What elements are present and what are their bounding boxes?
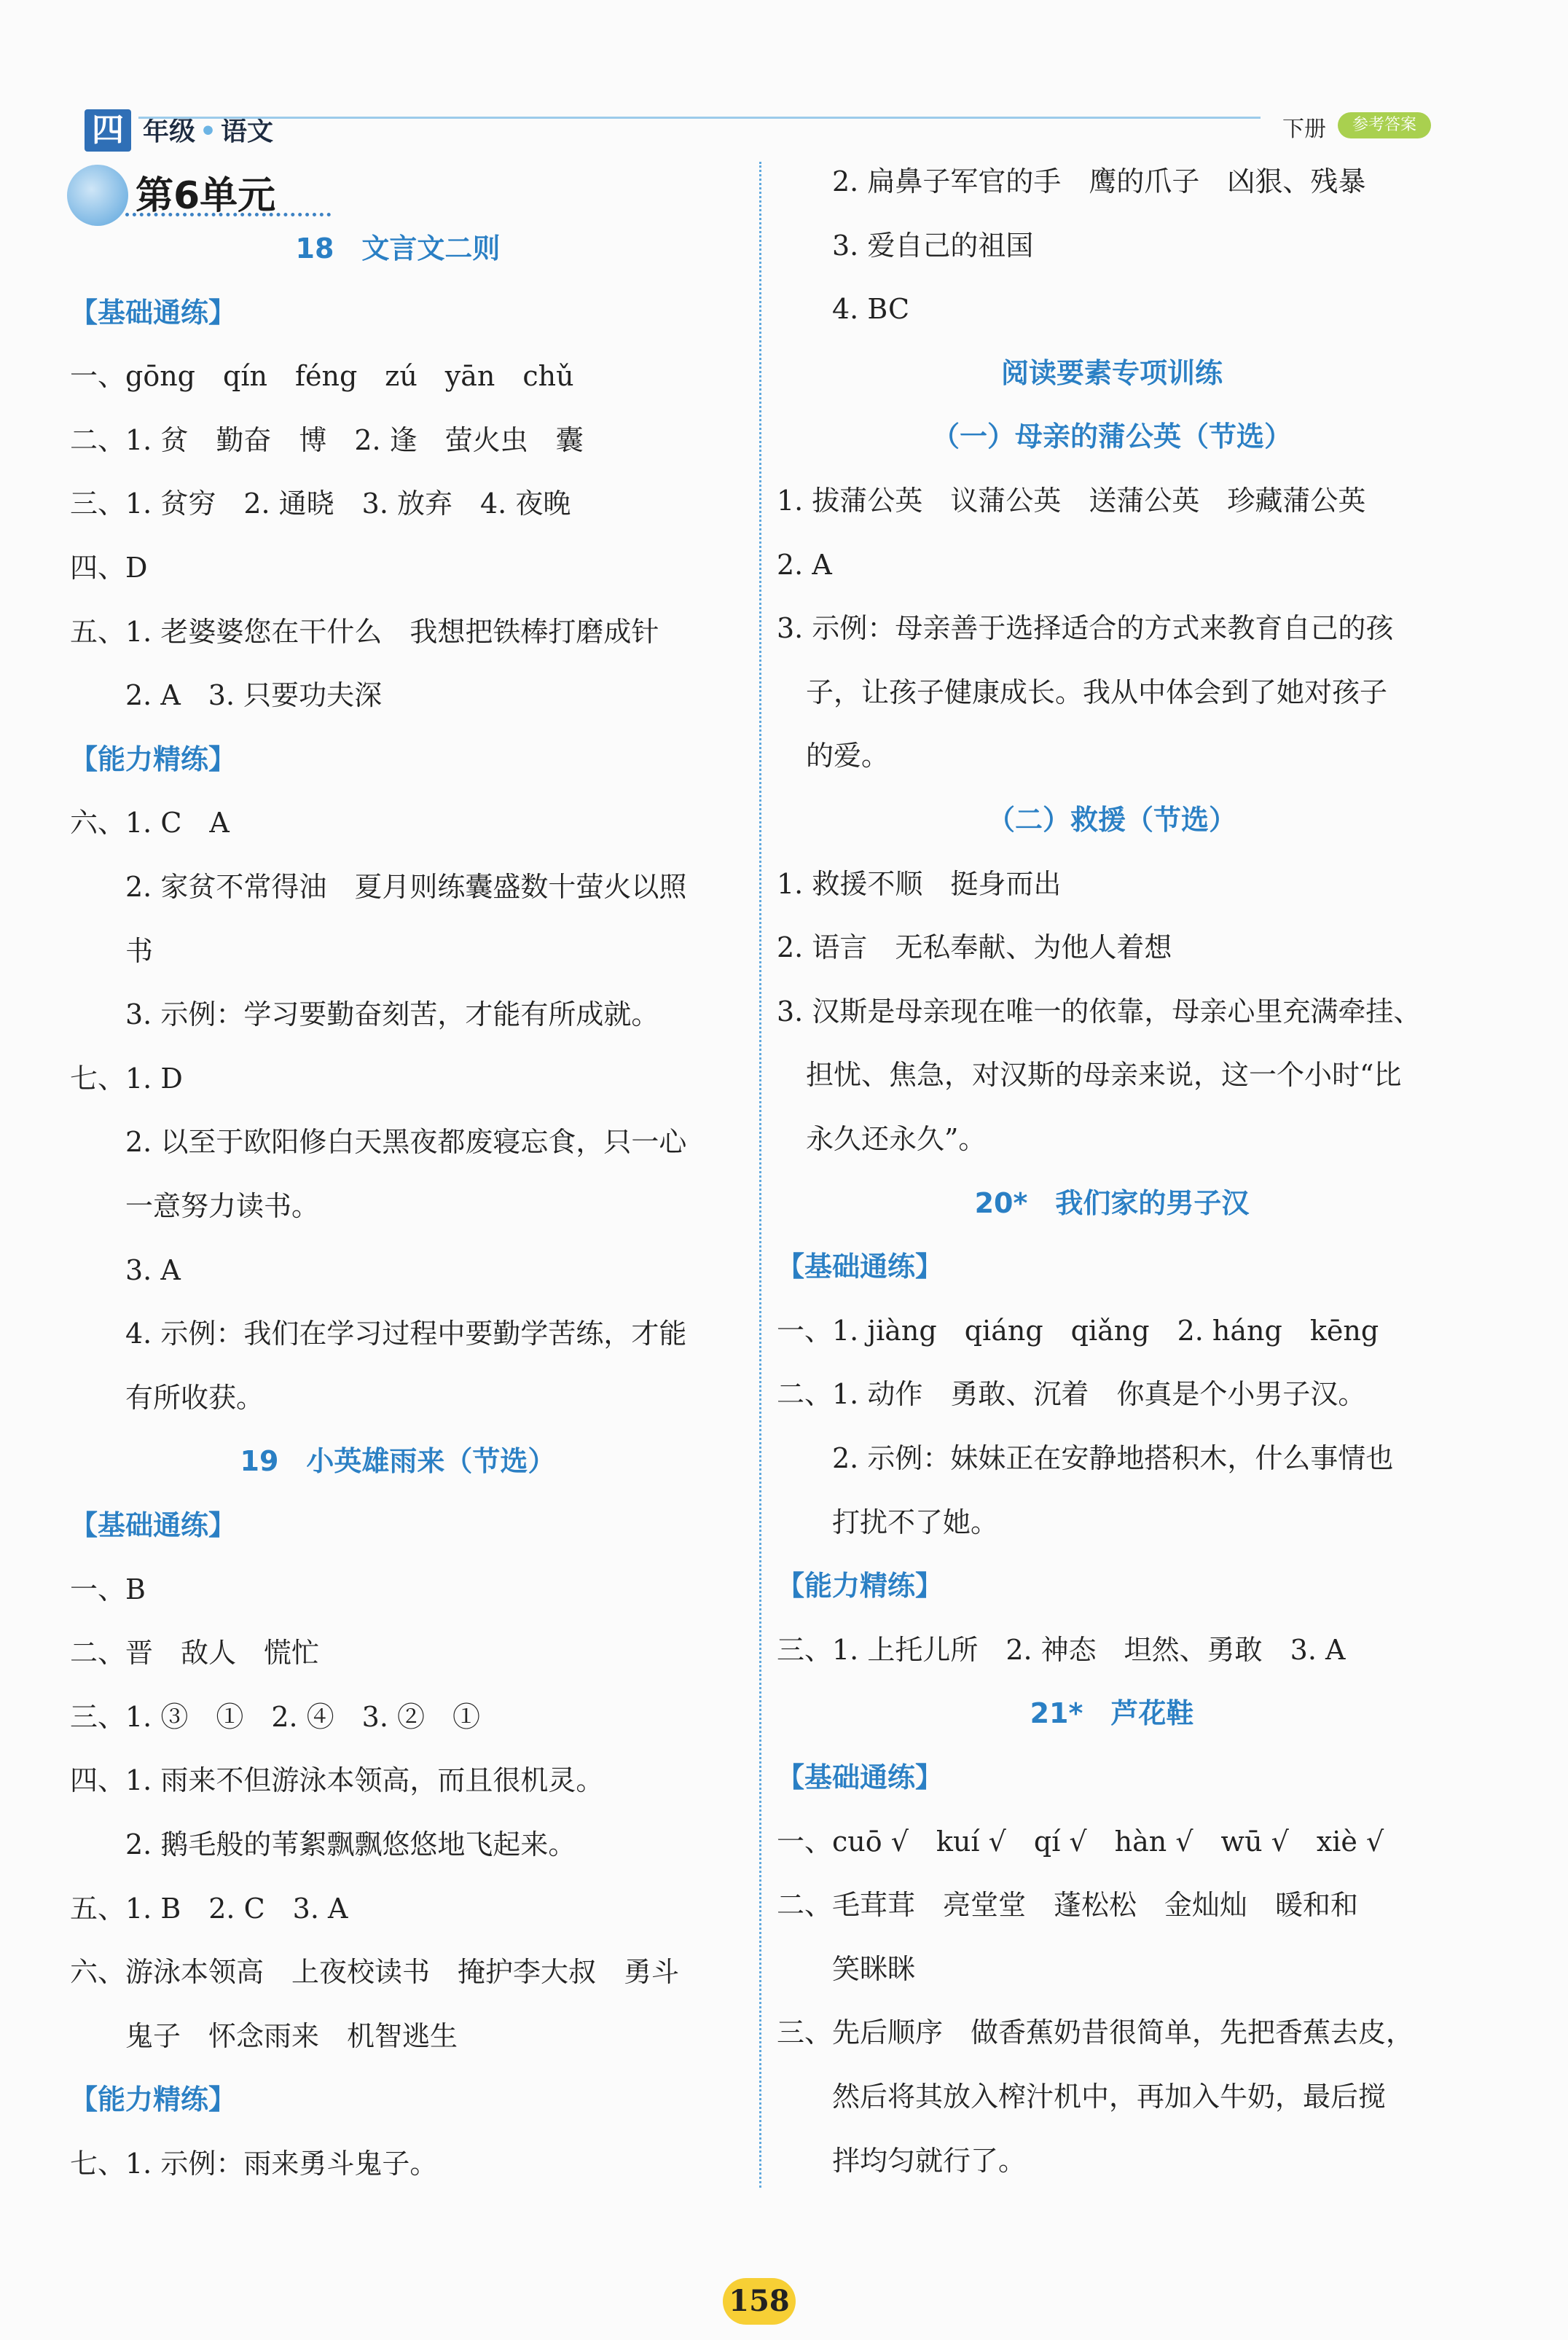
section-title: （一）母亲的蒲公英（节选） (931, 420, 1292, 453)
answer-line: 三、1. ③ ① 2. ④ 3. ② ① (70, 1700, 481, 1733)
answer-line: 四、1. 雨来不但游泳本领高，而且很机灵。 (70, 1764, 604, 1797)
answer-line: 1. 拔蒲公英 议蒲公英 送蒲公英 珍藏蒲公英 (777, 485, 1366, 517)
answer-line: 三、先后顺序 做香蕉奶昔很简单，先把香蕉去皮， (777, 2016, 1414, 2049)
answer-line: 一、1. jiàng qiáng qiǎng 2. háng kēng (777, 1314, 1379, 1347)
section-title: 阅读要素专项训练 (1000, 356, 1223, 389)
answer-line: 有所收获。 (125, 1381, 264, 1414)
volume-label: 下册 (1282, 117, 1326, 142)
section-label: 【能力精练】 (70, 743, 237, 775)
answer-line: 二、1. 动作 勇敢、沉着 你真是个小男子汉。 (777, 1378, 1366, 1411)
answer-line: 2. 示例：妹妹正在安静地搭积木，什么事情也 (832, 1442, 1394, 1474)
answer-line: 2. 扁鼻子军官的手 鹰的爪子 凶狠、残暴 (832, 165, 1366, 197)
answer-line: 4. BC (832, 293, 910, 326)
grade-label: 年级 (143, 117, 196, 146)
unit-circle-icon (67, 165, 128, 226)
answer-line: 3. 爱自己的祖国 (832, 229, 1034, 262)
answer-line: 五、1. 老婆婆您在干什么 我想把铁棒打磨成针 (70, 615, 659, 648)
unit-underline (125, 213, 331, 216)
answer-line: 七、1. D (70, 1062, 183, 1095)
answer-line: 子，让孩子健康成长。我从中体会到了她对孩子 (806, 676, 1388, 708)
answer-line: 3. A (125, 1253, 181, 1286)
answer-line: 2. A 3. 只要功夫深 (125, 679, 383, 712)
section-label: 【基础通练】 (70, 296, 237, 329)
answer-line: 六、游泳本领高 上夜校读书 掩护李大叔 勇斗 (70, 1956, 680, 1989)
section-label: 【能力精练】 (70, 2083, 237, 2116)
answer-line: 1. 救援不顺 挺身而出 (777, 867, 1062, 900)
answer-line: 七、1. 示例：雨来勇斗鬼子。 (70, 2148, 438, 2180)
answer-line: 2. 家贫不常得油 夏月则练囊盛数十萤火以照 (125, 871, 687, 903)
section-title: 20* 我们家的男子汉 (974, 1186, 1250, 1219)
answer-line: 二、毛茸茸 亮堂堂 蓬松松 金灿灿 暖和和 (777, 1889, 1359, 1922)
column-divider (759, 162, 761, 2188)
answer-line: 一、cuō √ kuí √ qí √ hàn √ wū √ xiè √ (777, 1825, 1384, 1858)
answer-line: 鬼子 怀念雨来 机智逃生 (125, 2019, 458, 2052)
answer-line: 担忧、焦急，对汉斯的母亲来说，这一个小时“比 (806, 1059, 1402, 1092)
unit-title: 第6单元 (136, 174, 276, 218)
header-rule (138, 117, 1261, 119)
answer-line: 的爱。 (806, 740, 890, 772)
grade-badge: 四 (85, 109, 131, 152)
answer-line: 一、B (70, 1573, 146, 1605)
answer-line: 然后将其放入榨汁机中，再加入牛奶，最后搅 (832, 2081, 1387, 2113)
answer-line: 四、D (70, 552, 148, 584)
answer-line: 3. 汉斯是母亲现在唯一的依靠，母亲心里充满牵挂、 (777, 995, 1422, 1028)
page-number: 158 (723, 2278, 796, 2325)
answer-line: 三、1. 上托儿所 2. 神态 坦然、勇敢 3. A (777, 1633, 1346, 1666)
answer-line: 打扰不了她。 (832, 1506, 999, 1538)
answer-line: 三、1. 贫穷 2. 通晓 3. 放弃 4. 夜晚 (70, 488, 571, 520)
answer-line: 二、1. 贫 勤奋 博 2. 逢 萤火虫 囊 (70, 423, 584, 456)
section-title: （二）救援（节选） (987, 804, 1236, 836)
answer-badge: 参考答案 (1338, 112, 1431, 138)
answer-line: 2. 语言 无私奉献、为他人着想 (777, 931, 1172, 964)
answer-line: 拌均匀就行了。 (832, 2144, 1027, 2177)
answer-line: 书 (125, 934, 154, 967)
answer-line: 永久还永久”。 (806, 1123, 987, 1155)
section-label: 【能力精练】 (777, 1570, 944, 1603)
section-label: 【基础通练】 (70, 1509, 237, 1541)
answer-line: 一、gōng qín féng zú yān chǔ (70, 360, 574, 393)
answer-line: 3. 示例：学习要勤奋刻苦，才能有所成就。 (125, 998, 659, 1031)
answer-line: 2. 以至于欧阳修白天黑夜都废寝忘食，只一心 (125, 1126, 687, 1159)
answer-line: 4. 示例：我们在学习过程中要勤学苦练，才能 (125, 1318, 687, 1350)
section-title: 21* 芦花鞋 (1030, 1697, 1194, 1730)
answer-line: 六、1. C A (70, 807, 230, 840)
section-label: 【基础通练】 (777, 1761, 944, 1793)
section-label: 【基础通练】 (777, 1251, 944, 1283)
answer-line: 二、晋 敌人 慌忙 (70, 1637, 320, 1670)
answer-line: 五、1. B 2. C 3. A (70, 1892, 348, 1925)
answer-line: 一意努力读书。 (125, 1190, 320, 1222)
section-title: 18 文言文二则 (295, 232, 501, 265)
subject-label: 语文 (221, 117, 274, 146)
answer-line: 3. 示例：母亲善于选择适合的方式来教育自己的孩 (777, 612, 1394, 645)
answer-line: 笑眯眯 (832, 1952, 916, 1985)
separator-dot-icon: • (200, 117, 217, 146)
answer-line: 2. 鹅毛般的苇絮飘飘悠悠地飞起来。 (125, 1828, 576, 1860)
section-title: 19 小英雄雨来（节选） (240, 1445, 556, 1478)
answer-line: 2. A (777, 548, 832, 581)
